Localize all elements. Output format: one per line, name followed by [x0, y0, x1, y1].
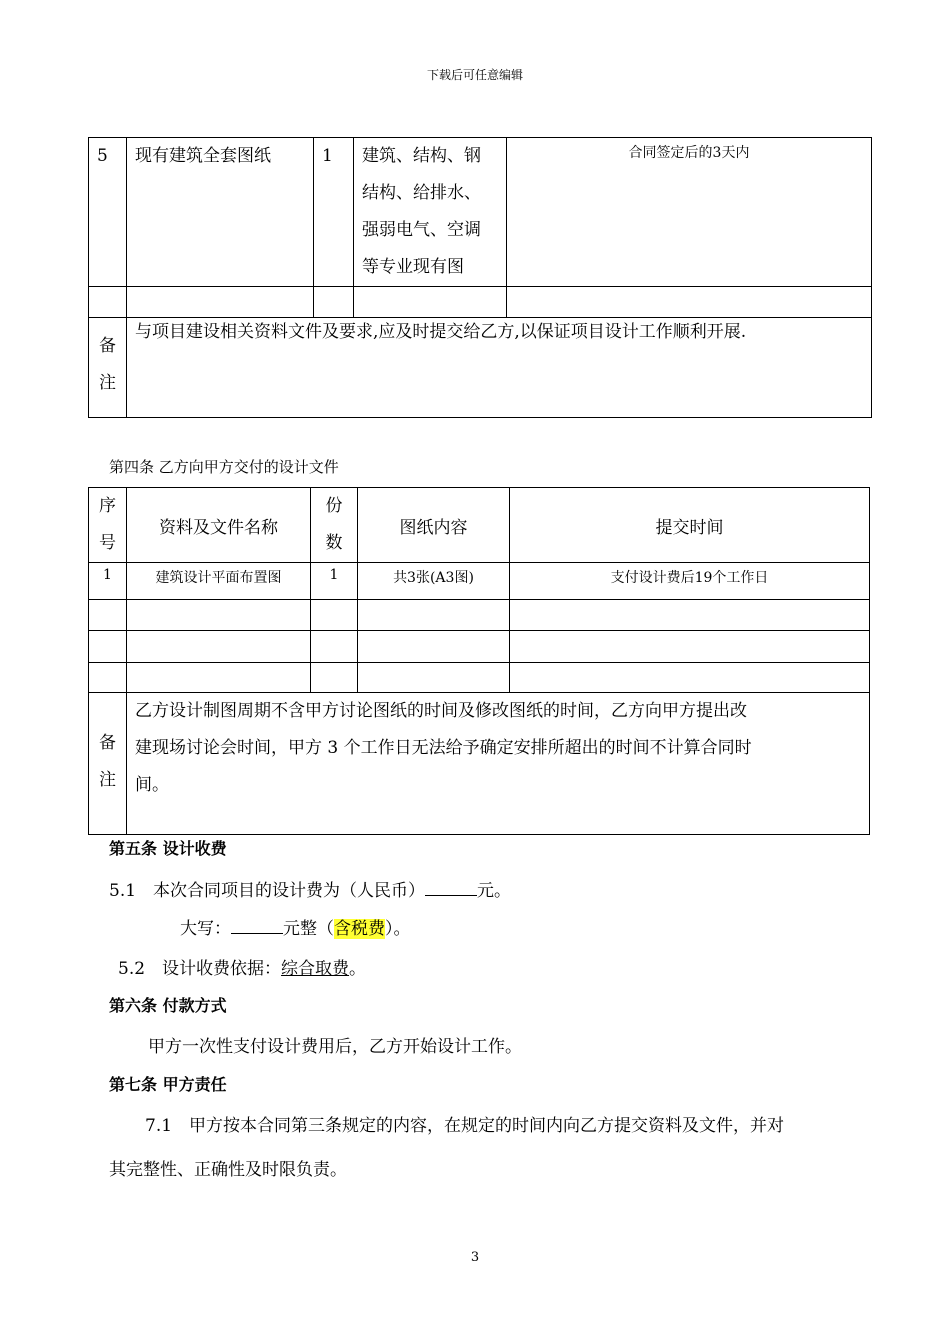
- article-7-title: 第七条 甲方责任: [109, 1075, 227, 1094]
- fee-capital-close: ）。: [385, 919, 411, 939]
- table-row: [89, 138, 872, 287]
- fee-basis-value: 综合取费: [281, 959, 350, 979]
- table-row: [89, 563, 870, 600]
- copy-count: 1: [322, 146, 333, 166]
- fee-capital-blank: [231, 915, 283, 934]
- content-line: 结构、给排水、: [362, 183, 481, 203]
- fee-basis-label: 5.2 设计收费依据：: [118, 959, 282, 979]
- remark-line: 乙方设计制图周期不含甲方讨论图纸的时间及修改图纸的时间，乙方向甲方提出改: [135, 701, 747, 721]
- fee-amount-unit: 元。: [477, 881, 512, 901]
- article-4-title: 第四条 乙方向甲方交付的设计文件: [109, 458, 339, 476]
- document-name: 建筑设计平面布置图: [155, 570, 282, 586]
- remark-line: 间。: [135, 775, 169, 795]
- remark-text: 与项目建设相关资料文件及要求,应及时提交给乙方,以保证项目设计工作顺利开展.: [135, 322, 747, 342]
- table-row-empty: [89, 631, 870, 663]
- table-row-empty: [89, 600, 870, 631]
- header-qty-char: 份: [325, 496, 343, 516]
- header-no-char: 号: [99, 533, 116, 553]
- header-name: 资料及文件名称: [159, 517, 278, 538]
- row-number: 1: [103, 567, 112, 583]
- fee-basis-end: 。: [349, 959, 367, 979]
- remark-row: [89, 318, 872, 418]
- document-name: 现有建筑全套图纸: [135, 146, 271, 166]
- submit-time: 支付设计费后19个工作日: [610, 570, 769, 586]
- remark-line: 建现场讨论会时间，甲方 3 个工作日无法给予确定安排所超出的时间不计算合同时: [135, 738, 752, 758]
- submit-time: 合同签定后的3天内: [628, 145, 750, 161]
- remark-label-char: 注: [99, 373, 116, 393]
- article-5-title: 第五条 设计收费: [109, 839, 227, 858]
- header-no-char: 序: [99, 496, 116, 516]
- article-7-line2: 其完整性、正确性及时限负责。: [109, 1160, 347, 1180]
- fee-capital-unit: 元整（: [283, 919, 334, 939]
- table-row-empty: [89, 287, 872, 318]
- row-number: 5: [97, 146, 108, 166]
- remark-label-char: 备: [99, 733, 116, 753]
- fee-amount-blank: [425, 877, 477, 896]
- content-line: 等专业现有图: [362, 257, 464, 277]
- header-qty-char: 数: [325, 533, 343, 553]
- fee-basis-line: [118, 954, 366, 979]
- article-6-title: 第六条 付款方式: [109, 996, 227, 1015]
- materials-table: [88, 137, 872, 418]
- drawing-content: 共3张(A3图): [393, 570, 474, 586]
- header-content: 图纸内容: [399, 517, 468, 538]
- remark-label-char: 备: [99, 336, 116, 356]
- content-line: 建筑、结构、钢: [362, 146, 481, 166]
- tax-included-highlight: 含税费: [334, 919, 385, 939]
- deliverables-table: [88, 487, 870, 835]
- header-row: [89, 488, 870, 563]
- article-7-line1: 7.1 甲方按本合同第三条规定的内容，在规定的时间内向乙方提交资料及文件，并对: [145, 1116, 785, 1136]
- remark-row: [89, 693, 870, 835]
- fee-capital-label: 大写：: [180, 919, 231, 939]
- copy-count: 1: [329, 567, 339, 583]
- fee-amount-line: [109, 876, 511, 901]
- content-line: 强弱电气、空调: [362, 220, 481, 240]
- table-row-empty: [89, 663, 870, 693]
- header-time: 提交时间: [655, 517, 724, 538]
- article-6-text: 甲方一次性支付设计费用后，乙方开始设计工作。: [148, 1037, 522, 1057]
- remark-label-char: 注: [99, 770, 116, 790]
- fee-capital-line: [180, 914, 411, 939]
- header-note: 下载后可任意编辑: [426, 68, 523, 82]
- page-number: 3: [470, 1250, 480, 1265]
- fee-amount-label: 5.1 本次合同项目的设计费为（人民币）: [109, 881, 426, 901]
